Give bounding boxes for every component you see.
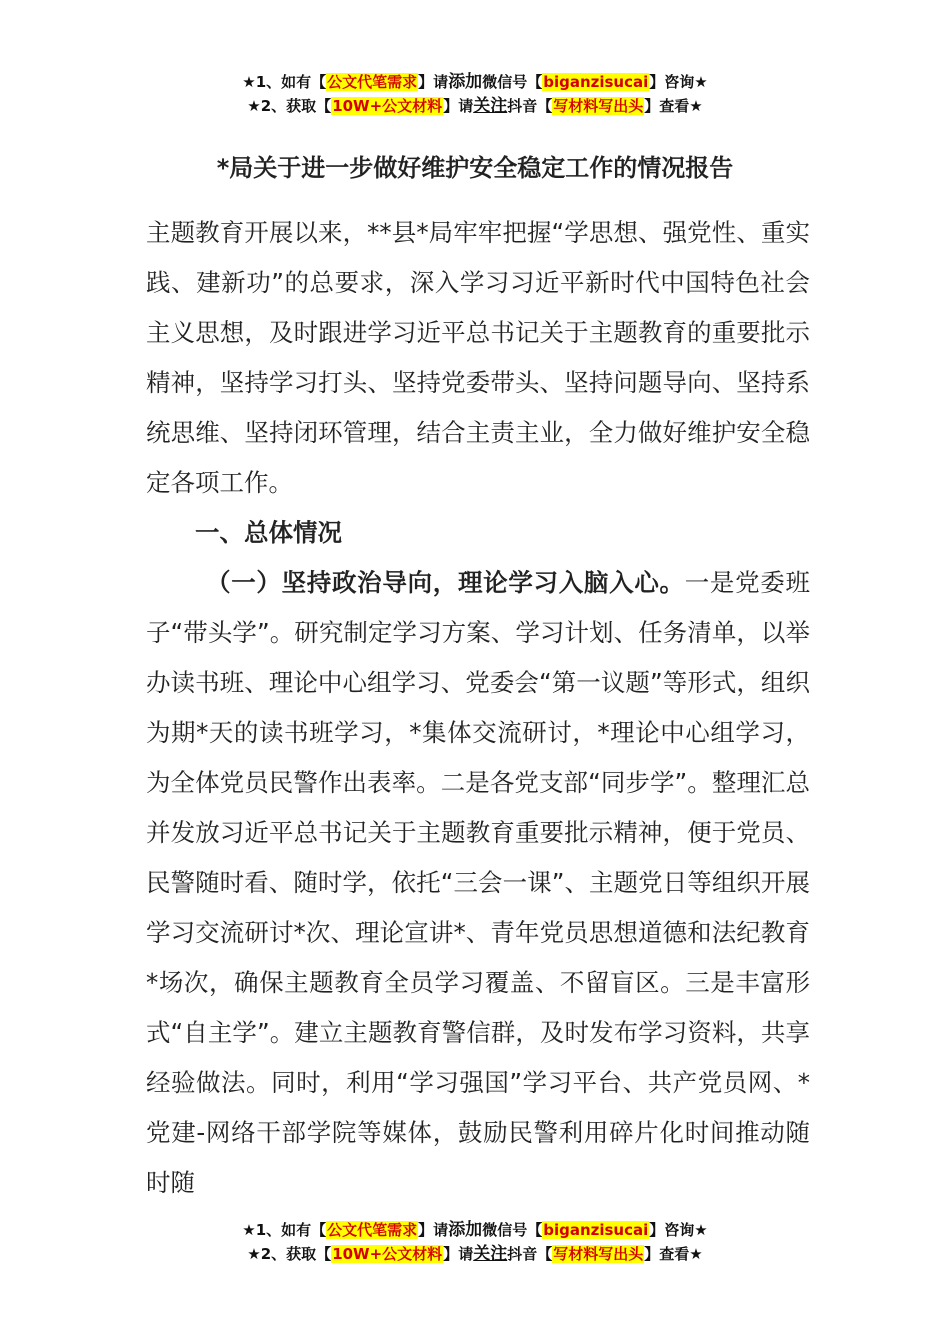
banner-line-2: ★2、获取【10W+公文材料】请关注抖音【写材料写出头】查看★ <box>247 96 703 116</box>
banner-line-1: ★1、如有【公文代笔需求】请添加微信号【biganzisucai】咨询★ <box>242 1220 708 1240</box>
subsection-paragraph <box>146 558 810 1208</box>
banner-line-2: ★2、获取【10W+公文材料】请关注抖音【写材料写出头】查看★ <box>247 1244 703 1264</box>
section-heading: 一、总体情况 <box>195 518 342 547</box>
banner-highlight-service: 公文代笔需求 <box>327 1221 418 1239</box>
banner-highlight-wechat: biganzisucai <box>543 73 649 91</box>
banner-highlight-materials: 10W+公文材料 <box>332 97 443 115</box>
subsection-text: 一是党委班子“带头学”。研究制定学习方案、学习计划、任务清单，以举办读书班、理论中心组学习、党委会“第一议题”等形式，组织为期*天的读书班学习，*集体交流研讨，*理论中心组学习，为全体党员民警作出表率。二是各党支部“同步学”。整理汇总并发放习近平总书记关于主题教育重要批示精神，便于党员、民警随时看、随时学，依托“三会一课”、主题党日等组织开展学习交流研讨*次、理论宣讲*、青年党员思想道德和法纪教育*场次，确保主题教育全员学习覆盖、不留盲区。三是丰富形式“自主学”。建立主题教育警信群，及时发布学习资料，共享经验做法。同时，利用“学习强国”学习平台、共产党员网、*党建-网络干部学院等媒体，鼓励民警利用碎片化时间推动随时随 <box>146 568 811 1197</box>
banner-highlight-douyin: 写材料写出头 <box>553 1245 644 1263</box>
document-body <box>146 208 810 1208</box>
banner-highlight-wechat: biganzisucai <box>543 1221 649 1239</box>
banner-highlight-service: 公文代笔需求 <box>327 73 418 91</box>
top-banner <box>0 70 950 118</box>
document-title: *局关于进一步做好维护安全稳定工作的情况报告 <box>216 154 734 182</box>
intro-paragraph: 主题教育开展以来，**县*局牢牢把握“学思想、强党性、重实践、建新功”的总要求，深入学习习近平新时代中国特色社会主义思想，及时跟进学习近平总书记关于主题教育的重要批示精神，坚持学习打头、坚持党委带头、坚持问题导向、坚持系统思维、坚持闭环管理，结合主责主业，全力做好维护安全稳定各项工作。 <box>146 218 810 497</box>
subsection-heading: （一）坚持政治导向，理论学习入脑入心。 <box>206 568 685 597</box>
banner-highlight-douyin: 写材料写出头 <box>553 97 644 115</box>
banner-highlight-materials: 10W+公文材料 <box>332 1245 443 1263</box>
bottom-banner <box>0 1218 950 1266</box>
banner-line-1: ★1、如有【公文代笔需求】请添加微信号【biganzisucai】咨询★ <box>242 72 708 92</box>
